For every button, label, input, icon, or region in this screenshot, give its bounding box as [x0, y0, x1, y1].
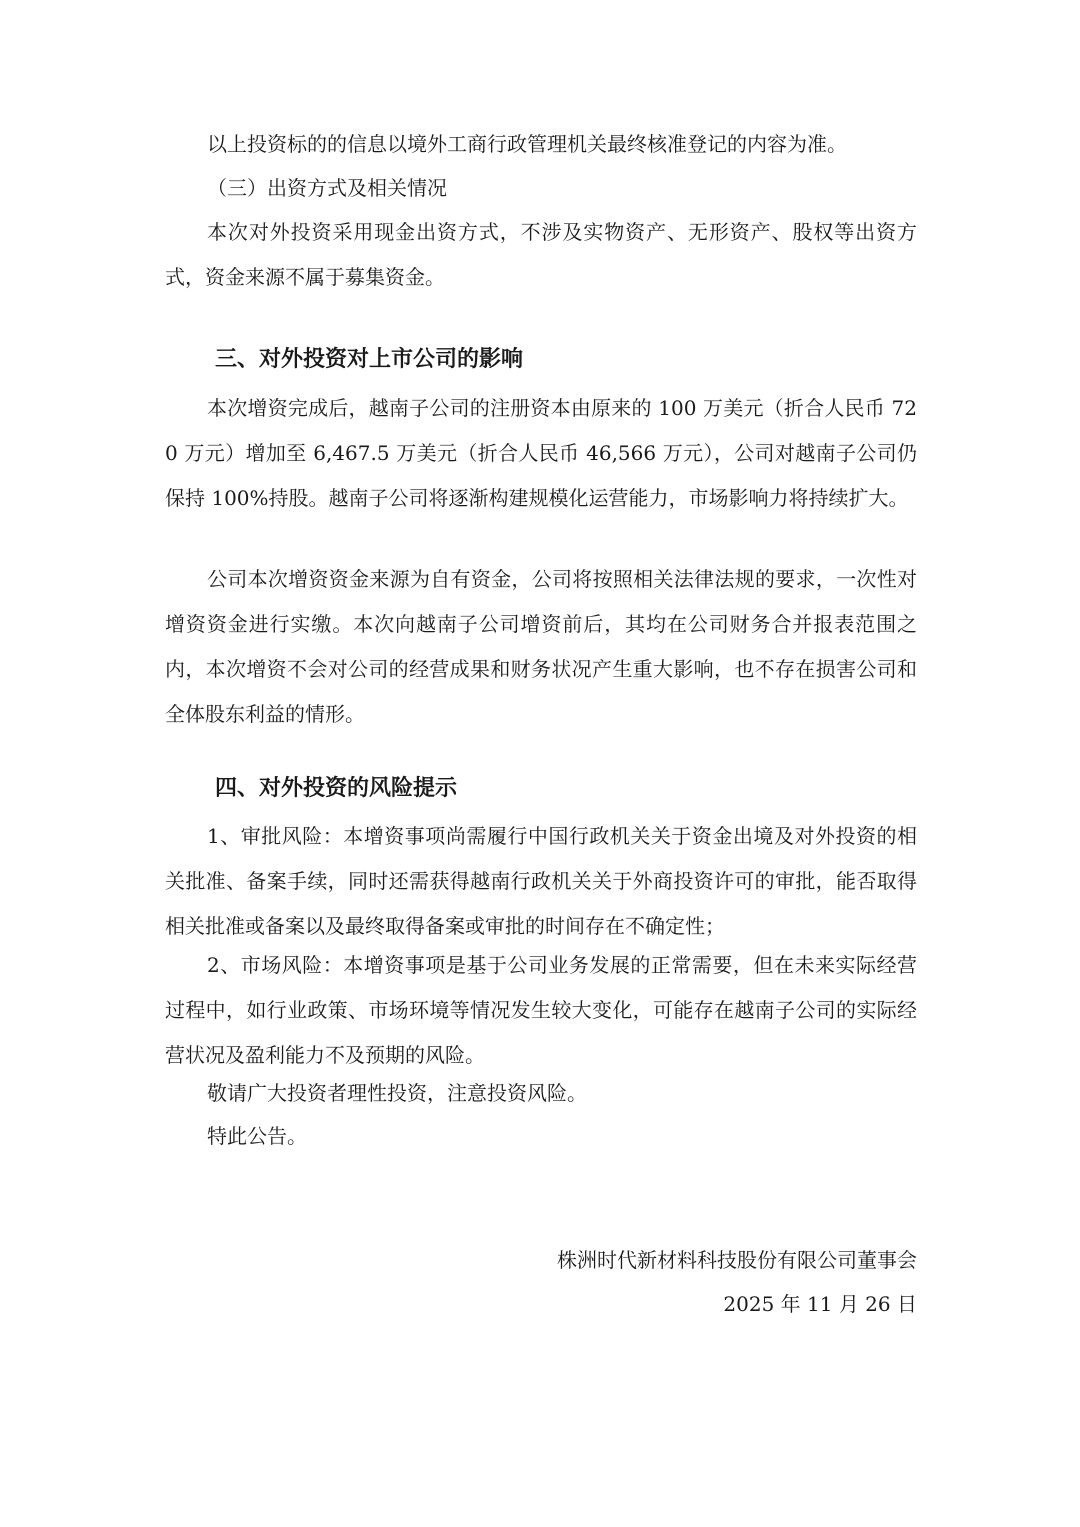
investor-reminder: 敬请广大投资者理性投资，注意投资风险。 — [207, 1081, 587, 1105]
section-3-paragraph-capital-increase: 本次增资完成后，越南子公司的注册资本由原来的 100 万美元（折合人民币 720 万元）增加至 6,467.5 万美元（折合人民币 46,566 万元），公司对越南子公司仍保持 100%持股。越南子公司将逐渐构建规模化运营能力，市场影响力将持续扩大。 — [165, 396, 917, 510]
section-3-paragraph-funding-source: 公司本次增资资金来源为自有资金，公司将按照相关法律法规的要求，一次性对增资资金进行实缴。本次向越南子公司增资前后，其均在公司财务合并报表范围之内，本次增资不会对公司的经营成果和财务状况产生重大影响，也不存在损害公司和全体股东利益的情形。 — [165, 567, 917, 726]
risk-item-approval: 1、审批风险：本增资事项尚需履行中国行政机关关于资金出境及对外投资的相关批准、备案手续，同时还需获得越南行政机关关于外商投资许可的审批，能否取得相关批准或备案以及最终取得备案或审批的时间存在不确定性； — [165, 824, 917, 938]
investment-target-note: 以上投资标的的信息以境外工商行政管理机关最终核准登记的内容为准。 — [207, 132, 847, 156]
closing-statement: 特此公告。 — [207, 1124, 307, 1148]
risk-item-market: 2、市场风险：本增资事项是基于公司业务发展的正常需要，但在未来实际经营过程中，如行业政策、市场环境等情况发生较大变化，可能存在越南子公司的实际经营状况及盈利能力不及预期的风险。 — [165, 953, 917, 1067]
section-4-title: 四、对外投资的风险提示 — [215, 776, 458, 801]
section-3-title: 三、对外投资对上市公司的影响 — [215, 347, 524, 372]
signatory: 株洲时代新材料科技股份有限公司董事会 — [557, 1248, 917, 1272]
funding-method-paragraph: 本次对外投资采用现金出资方式，不涉及实物资产、无形资产、股权等出资方式，资金来源不属于募集资金。 — [165, 220, 917, 289]
sub-heading-funding-method: （三）出资方式及相关情况 — [207, 176, 447, 200]
announcement-date: 2025 年 11 月 26 日 — [723, 1292, 917, 1316]
